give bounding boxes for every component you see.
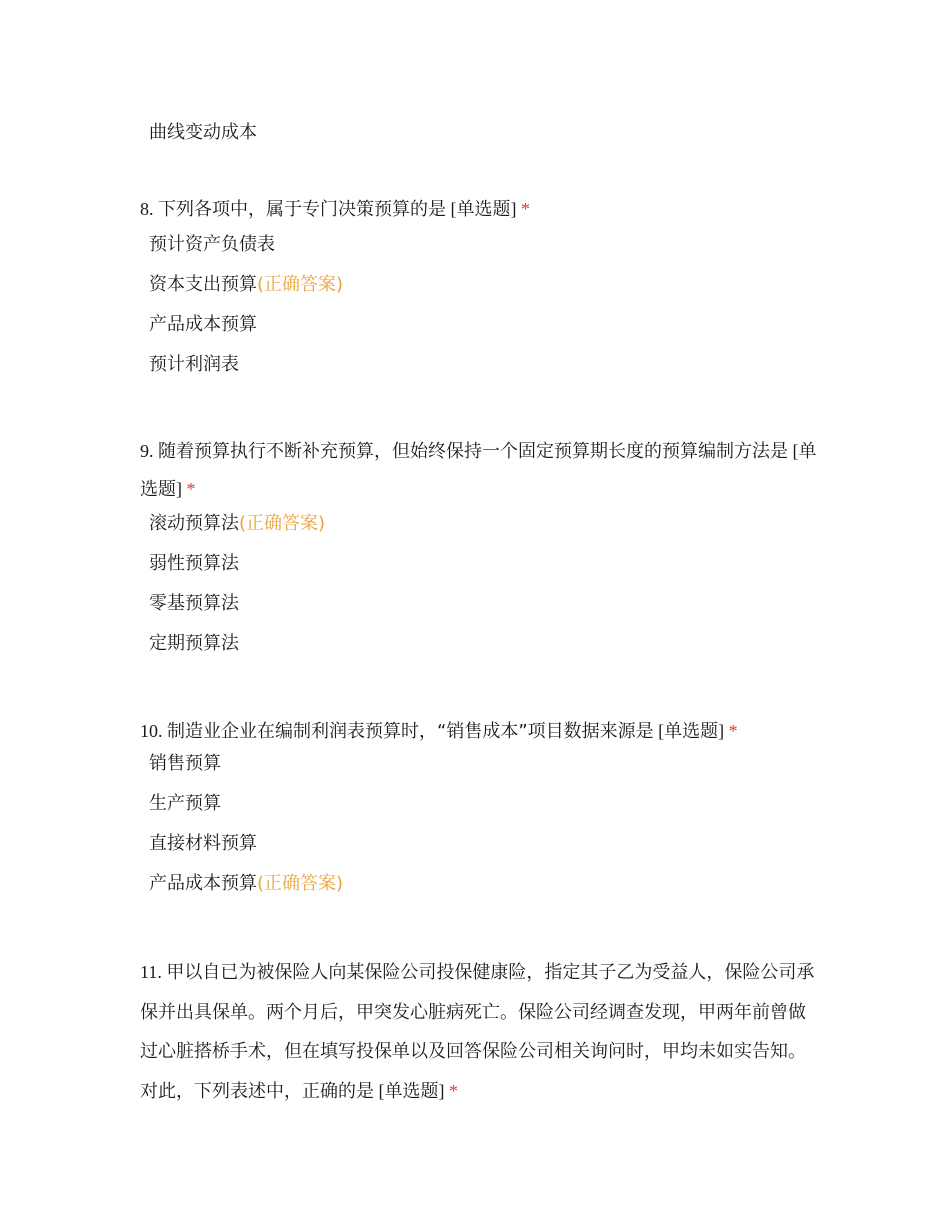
required-marker: * [186,478,196,499]
option-item[interactable] [149,544,820,584]
question-8 [140,191,820,385]
option-label: 产品成本预算 [149,872,257,894]
option-item[interactable] [149,824,820,864]
question-title [140,191,820,229]
question-text: 随着预算执行不断补充预算，但始终保持一个固定预算期长度的预算编制方法是 [158,441,788,462]
question-number: 10. [140,721,163,741]
correct-answer-tag: (正确答案) [257,273,344,295]
question-type: [单选题] [450,199,517,219]
option-item[interactable] [149,744,820,784]
question-text: 甲以自已为被保险人向某保险公司投保健康险，指定其子乙为受益人，保险公司承保并出具保单。两个月后，甲突发心脏病死亡。保险公司经调查发现，甲两年前曾做过心脏搭桥手术，但在填写投保单以及回答保险公司相关询问时，甲均未如实告知。对此，下列表述中，正确的是 [140,962,815,1102]
required-marker: * [728,721,738,741]
correct-answer-tag: (正确答案) [257,872,344,894]
question-type: [单选题] [378,1080,445,1101]
option-label: 预计利润表 [149,353,239,375]
options-list [140,504,820,664]
option-item[interactable] [149,584,820,624]
question-11 [140,953,820,1111]
required-marker: * [449,1080,458,1101]
question-10 [140,713,820,904]
option-item[interactable] [149,864,820,904]
question-number: 8. [140,199,154,219]
option-item[interactable] [149,784,820,824]
option-label: 滚动预算法 [149,513,239,534]
options-list [140,744,820,904]
option-item[interactable] [149,305,820,345]
option-item[interactable] [149,504,820,544]
question-9 [140,433,820,664]
option-label: 销售预算 [149,752,221,774]
question-type: [单选题] [658,721,725,741]
option-item[interactable] [149,624,820,664]
option-item[interactable] [149,265,820,305]
required-marker: * [521,199,530,219]
question-text: 下列各项中，属于专门决策预算的是 [158,199,446,220]
correct-answer-tag: (正确答案) [239,513,326,534]
option-label: 零基预算法 [149,593,239,614]
previous-question-option[interactable]: 曲线变动成本 [149,122,257,143]
option-label: 资本支出预算 [149,273,257,295]
question-title [140,953,820,1111]
question-text: 制造业企业在编制利润表预算时，“销售成本”项目数据来源是 [167,721,654,742]
question-number: 11. [140,962,162,982]
option-item[interactable] [149,225,820,265]
question-number: 9. [140,441,154,461]
option-label: 直接材料预算 [149,832,257,854]
option-label: 定期预算法 [149,633,239,654]
option-label: 生产预算 [149,792,221,814]
question-type: [单选题] [140,441,817,499]
option-label: 弱性预算法 [149,553,239,574]
option-label: 产品成本预算 [149,313,257,335]
option-item[interactable] [149,345,820,385]
options-list [140,225,820,385]
question-title [140,433,820,508]
option-label: 预计资产负债表 [149,233,275,255]
